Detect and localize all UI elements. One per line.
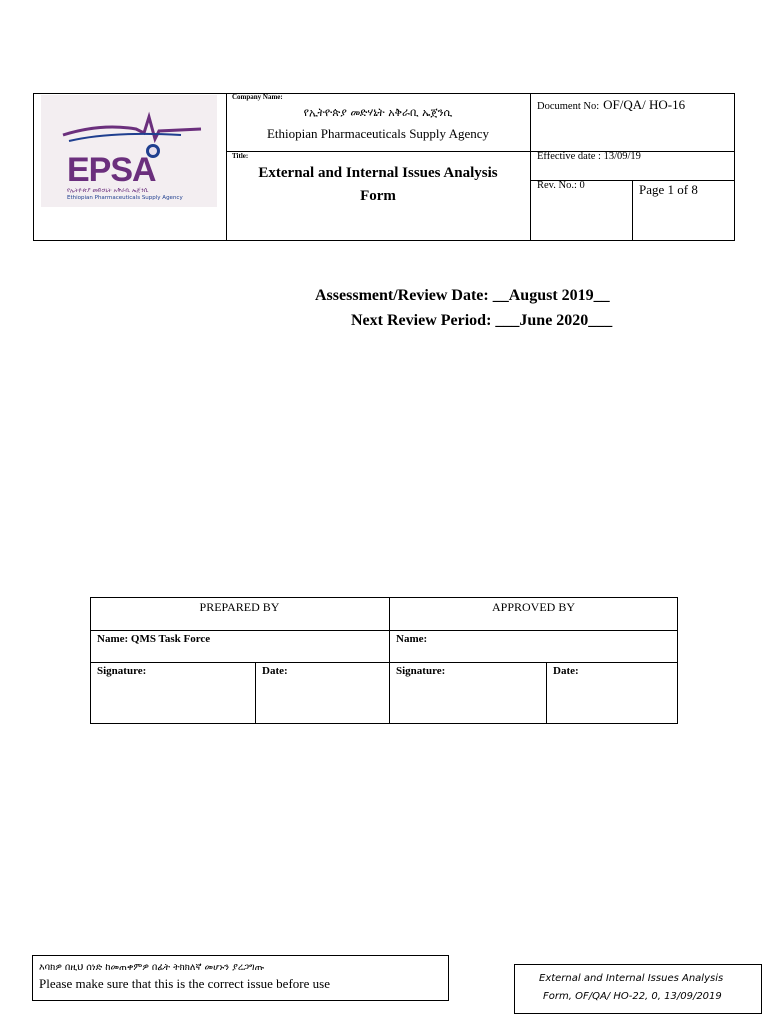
revision-number	[537, 180, 585, 191]
assessment-label: Assessment/Review Date:	[315, 287, 489, 304]
effective-date-value: 13/09/19	[603, 151, 641, 162]
page-number: Page 1 of 8	[639, 182, 698, 197]
form-reference-line2: Form, OF/QA/ HO-22, 0, 13/09/2019	[543, 991, 722, 1002]
approved-by-header: APPROVED BY	[491, 600, 575, 614]
company-name-label: Company Name:	[232, 93, 283, 101]
prepared-name: Name: QMS Task Force	[97, 633, 211, 645]
prepared-date-label: Date:	[262, 665, 288, 677]
prepared-by-header: PREPARED BY	[199, 600, 280, 614]
signature-divider	[389, 597, 390, 724]
signature-divider	[90, 630, 678, 631]
logo-text: EPSA	[67, 151, 156, 189]
form-reference-box	[514, 964, 762, 1014]
header-divider	[226, 151, 735, 152]
approved-date-label: Date:	[553, 665, 579, 677]
epsa-logo	[41, 95, 217, 207]
issue-notice-box	[32, 955, 449, 1001]
document-title-line1: External and Internal Issues Analysis	[258, 165, 498, 181]
next-review-period	[351, 312, 612, 330]
approved-name: Name:	[396, 633, 428, 645]
effective-date-label: Effective date :	[537, 151, 601, 162]
title-label: Title:	[232, 152, 249, 160]
document-no-value: OF/QA/ HO-16	[603, 97, 686, 112]
next-review-label: Next Review Period:	[351, 312, 492, 329]
header-divider	[530, 93, 531, 241]
form-reference-line1: External and Internal Issues Analysis	[539, 973, 724, 984]
signature-table	[90, 597, 678, 724]
header-divider	[632, 180, 633, 241]
document-no-label: Document No:	[537, 101, 600, 112]
signature-divider	[90, 662, 678, 663]
effective-date	[537, 151, 641, 162]
document-title-line2: Form	[360, 188, 396, 204]
logo-subtext-amharic: የኢትዮጵያ መድኃኒት አቅራቢ ኤጀንሲ	[67, 187, 149, 194]
notice-amharic: እባክዎ በዚህ ሰነድ ከመጠቀምዎ በፊት ትክክለኛ መሆኑን ያረጋግጡ	[39, 962, 265, 973]
assessment-value: __August 2019__	[492, 287, 610, 304]
rev-no-value: 0	[579, 180, 585, 191]
signature-divider	[255, 662, 256, 724]
approved-signature-label: Signature:	[396, 665, 446, 677]
prepared-signature-label: Signature:	[97, 665, 147, 677]
notice-english: Please make sure that this is the correct issue before use	[39, 976, 330, 991]
company-name-amharic: የኢትዮጵያ መድሃኒት አቅራቢ ኤጀንሲ	[303, 106, 453, 119]
document-no	[537, 96, 685, 114]
logo-subtext-english: Ethiopian Pharmaceuticals Supply Agency	[67, 195, 183, 201]
company-name-english: Ethiopian Pharmaceuticals Supply Agency	[266, 126, 490, 141]
signature-divider	[546, 662, 547, 724]
assessment-review-date	[315, 287, 610, 305]
rev-no-label: Rev. No.:	[537, 180, 577, 191]
next-review-value: ___June 2020___	[495, 312, 613, 329]
